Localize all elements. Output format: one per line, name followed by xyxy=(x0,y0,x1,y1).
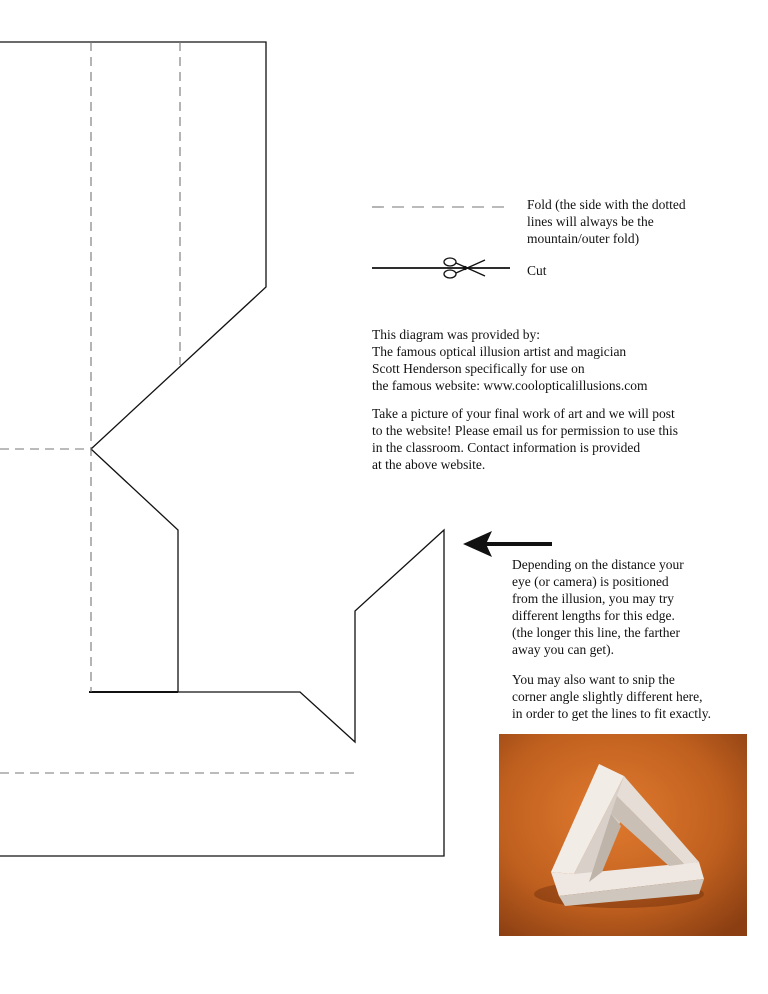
edge-length-tip: Depending on the distance your eye (or camera) is positioned from the illusion, you may try different lengths for this edge. (the longer this line, the farther away you can get). xyxy=(512,557,684,657)
legend-cut-label: Cut xyxy=(527,263,547,278)
share-text: Take a picture of your final work of art and we will post to the website! Please email us for permission to use this in the classroom. Contact information is provided at the above website. xyxy=(372,406,678,472)
credit-text: This diagram was provided by: The famous optical illusion artist and magician Scott Henderson specifically for use on the famous website: www.coolopticalillusions.com xyxy=(372,327,648,393)
legend-fold-text: Fold (the side with the dotted lines will always be the mountain/outer fold) xyxy=(527,197,686,246)
finished-model-photo xyxy=(499,734,747,936)
corner-angle-tip: You may also want to snip the corner angle slightly different here, in order to get the lines to fit exactly. xyxy=(512,672,711,721)
left-arrow-icon xyxy=(463,531,552,557)
